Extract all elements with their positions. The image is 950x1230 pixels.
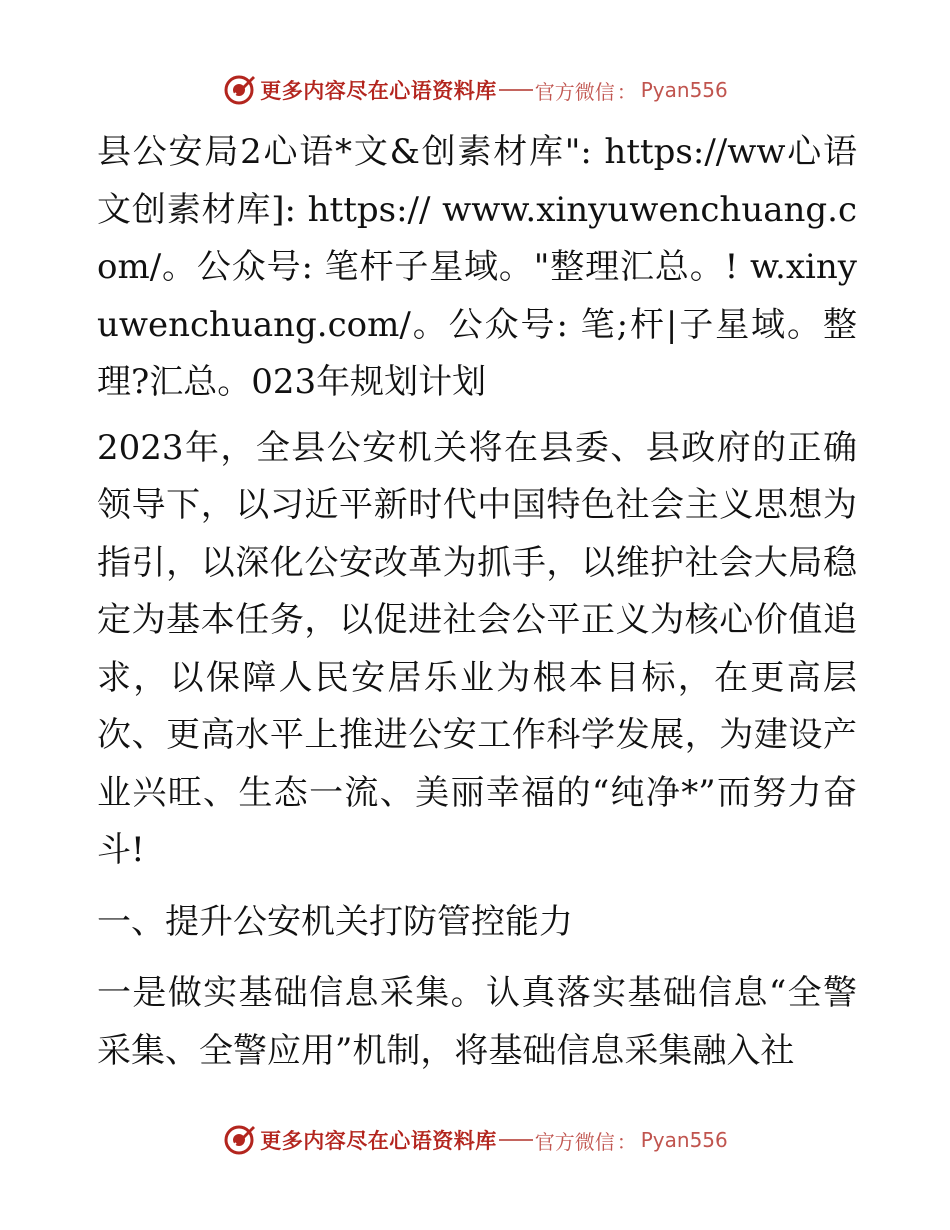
- intro-paragraph: 县公安局2心语*文&创素材库": https://ww心语文创素材库]: https:// www.xinyuwenchuang.com/。公众号: 笔杆子星域。"整理汇总。! w.xinyuwenchuang.com/。公众号: 笔;杆|子星域。整理?汇总。023年规划计划: [97, 132, 857, 402]
- banner-wechat-id: Pyan556: [640, 1128, 728, 1152]
- header-banner: [0, 70, 950, 110]
- banner-wechat-id: Pyan556: [640, 78, 728, 102]
- pen-logo-icon: [222, 1123, 256, 1157]
- document-body: [97, 124, 857, 1080]
- banner-wechat-label: 官方微信: [534, 1129, 615, 1154]
- banner-dash: [499, 1139, 533, 1141]
- banner-separator: ：: [616, 1129, 637, 1154]
- banner-brand-text: 更多内容尽在心语资料库: [260, 78, 497, 103]
- footer-banner: [0, 1120, 950, 1160]
- pen-logo-icon: [222, 73, 256, 107]
- banner-wechat-label: 官方微信: [534, 79, 615, 104]
- point-paragraph: 一是做实基础信息采集。认真落实基础信息“全警采集、全警应用”机制，将基础信息采集融入社: [97, 973, 857, 1071]
- banner-dash: [499, 89, 533, 91]
- section-heading: 一、提升公安机关打防管控能力: [97, 901, 573, 942]
- body-paragraph: 2023年，全县公安机关将在县委、县政府的正确领导下，以习近平新时代中国特色社会主义思想为指引，以深化公安改革为抓手，以维护社会大局稳定为基本任务，以促进社会公平正义为核心价值追求，以保障人民安居乐业为根本目标，在更高层次、更高水平上推进公安工作科学发展，为建设产业兴旺、生态一流、美丽幸福的“纯净*”而努力奋斗!: [97, 427, 857, 870]
- banner-separator: ：: [616, 79, 637, 104]
- banner-brand-text: 更多内容尽在心语资料库: [260, 1128, 497, 1153]
